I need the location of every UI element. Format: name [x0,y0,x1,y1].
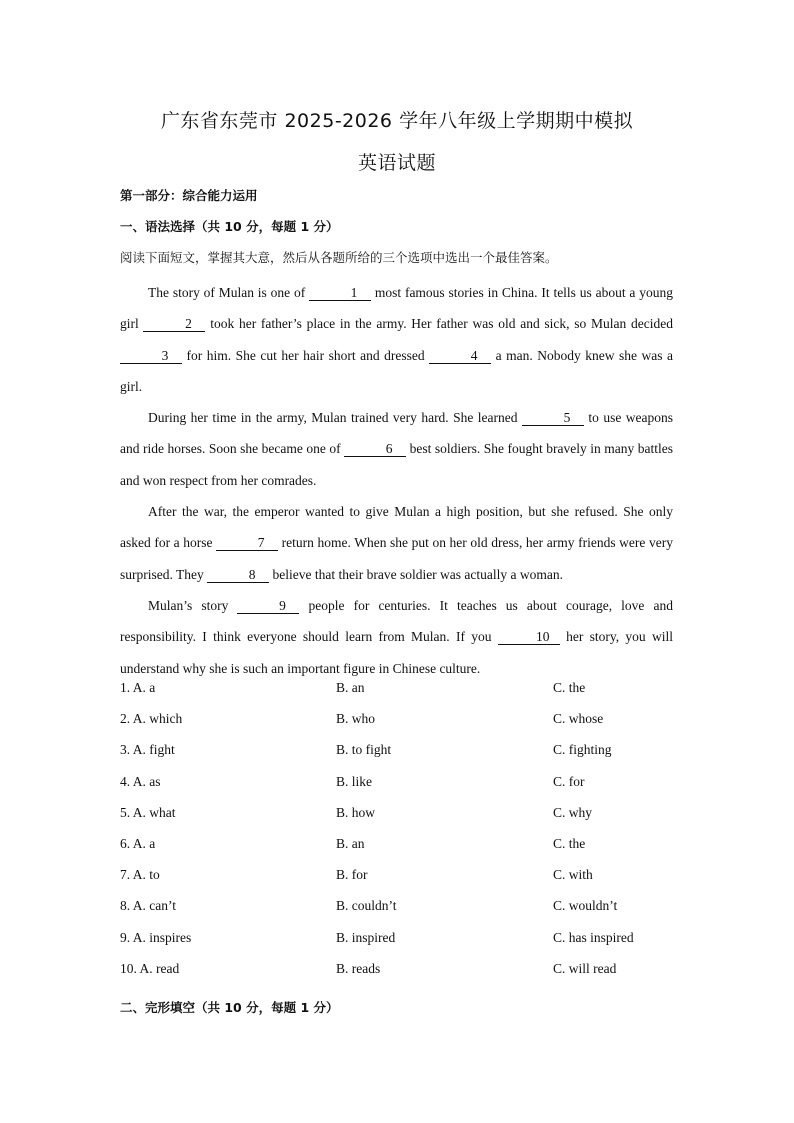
option-row [120,898,680,929]
part-one-label: 第一部分：综合能力运用 [120,188,258,203]
blank-9: 9 [237,597,299,614]
cloze-passage [120,277,673,684]
option-a: 6. A. a [120,835,156,851]
option-b: B. to fight [336,742,392,758]
blank-10: 10 [498,628,560,645]
option-a: 4. A. as [120,773,161,789]
blank-5: 5 [522,409,584,426]
blank-8: 8 [207,566,269,583]
option-a: 3. A. fight [120,742,175,758]
option-b: B. an [336,835,365,851]
option-c: C. why [553,804,593,820]
option-a: 9. A. inspires [120,929,192,945]
passage-text: people for centuries. It teaches us about courage, love and responsibility. I think everyone should learn from Mulan. If you [120,597,673,645]
passage-text: believe that their brave soldier was actually a woman. [269,566,564,582]
option-a: 1. A. a [120,680,156,695]
passage-text: The story of Mulan is one of [148,285,310,300]
section-one-heading: 一、语法选择（共 10 分，每题 1 分） [120,219,339,234]
option-a: 5. A. what [120,804,176,820]
option-c: C. for [553,773,585,789]
exam-subtitle: 英语试题 [357,152,436,174]
option-row [120,836,680,867]
option-a: 7. A. to [120,867,160,883]
option-b: B. how [336,804,376,820]
blank-3: 3 [120,347,182,364]
option-row [120,961,680,992]
passage-text: her story, you will understand why she is such an important figure in Chinese culture. [120,629,673,676]
option-b: B. couldn’t [336,898,397,914]
option-row [120,680,680,711]
passage-text: return home. When she put on her old dress, her army friends were very surprised. They [120,535,673,582]
passage-text: took her father’s place in the army. Her father was old and sick, so Mulan decided [205,316,673,332]
option-row [120,711,680,742]
option-b: B. like [336,773,372,789]
option-c: C. has inspired [553,929,634,945]
section-two-heading: 二、完形填空（共 10 分，每题 1 分） [120,1000,339,1015]
blank-7: 7 [216,534,278,551]
option-b: B. for [336,867,368,883]
option-row [120,742,680,773]
option-c: C. whose [553,711,604,727]
option-b: B. who [336,711,376,727]
passage-text: best soldiers. She fought bravely in many battles and won respect from her comrades. [120,441,674,488]
option-row [120,867,680,898]
option-c: C. fighting [553,742,612,758]
option-c: C. the [553,680,586,695]
passage-text: During her time in the army, Mulan trained very hard. She learned [148,410,522,426]
option-row [120,774,680,805]
blank-4: 4 [429,347,491,364]
blank-2: 2 [143,315,205,332]
option-a: 10. A. read [120,960,180,976]
option-row [120,930,680,961]
option-a: 2. A. which [120,711,183,727]
passage-paragraph-2 [120,402,673,496]
option-a: 8. A. can’t [120,898,176,914]
passage-text: most famous stories in China. It tells us about a young girl [120,285,673,332]
answer-options [120,680,680,992]
option-row [120,805,680,836]
option-c: C. will read [553,960,617,976]
passage-text: After the war, the emperor wanted to give Mulan a high position, but she refused. She only asked for a horse [120,504,673,551]
option-c: C. with [553,867,593,883]
passage-paragraph-1 [120,277,673,402]
option-b: B. an [336,680,365,695]
option-c: C. the [553,835,586,851]
passage-text: Mulan’s story [148,597,238,613]
passage-text: to use weapons and ride horses. Soon she became one of [120,410,674,457]
option-b: B. inspired [336,929,396,945]
option-b: B. reads [336,960,381,976]
exam-title: 广东省东莞市 2025-2026 学年八年级上学期期中模拟 [160,110,634,132]
blank-6: 6 [344,440,406,457]
section-one-instruction: 阅读下面短文，掌握其大意，然后从各题所给的三个选项中选出一个最佳答案。 [120,250,558,265]
passage-text: a man. Nobody knew she was a girl. [120,347,673,394]
blank-1: 1 [309,284,371,301]
passage-text: for him. She cut her hair short and dressed [182,347,430,363]
passage-paragraph-4 [120,590,673,684]
passage-paragraph-3 [120,496,673,590]
option-c: C. wouldn’t [553,898,618,914]
